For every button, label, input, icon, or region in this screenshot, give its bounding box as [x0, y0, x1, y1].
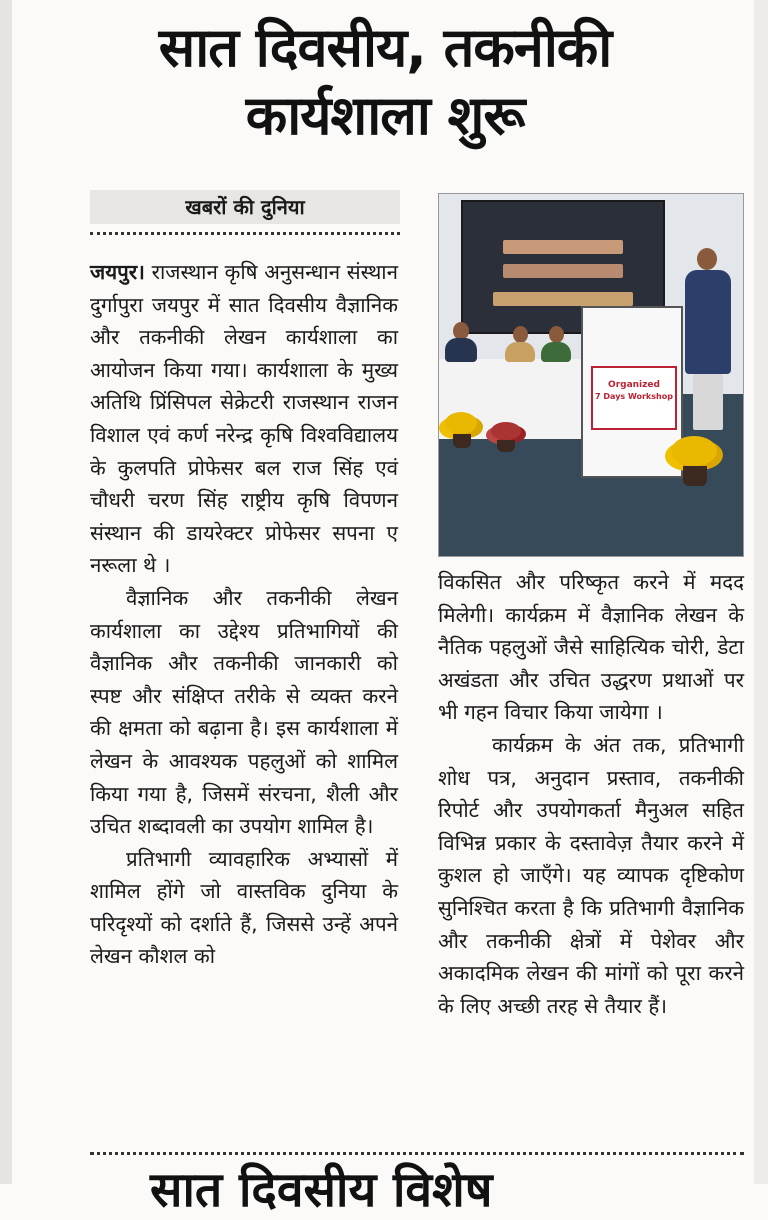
section-tag: खबरों की दुनिया — [90, 190, 400, 224]
right-paragraph-1: विकसित और परिष्कृत करने में मदद मिलेगी। कार्यक्रम में वैज्ञानिक लेखन के नैतिक पहलुओं जैसे साहित्यिक चोरी, डेटा अखंडता और उचित उद्धरण प्रथाओं पर भी गहन विचार किया जायेगा । — [438, 570, 744, 725]
left-paragraph-1-body: राजस्थान कृषि अनुसन्धान संस्थान दुर्गापुरा जयपुर में सात दिवसीय वैज्ञानिक और तकनीकी लेखन कार्यशाला का आयोजन किया गया। कार्यशाला के मुख्य अतिथि प्रिंसिपल सेक्रेटरी राजस्थान राजन विशाल एवं कर्ण नरेन्द्र कृषि विश्वविद्यालय के कुलपति प्रोफेसर बल राज सिंह एवं चौधरी चरण सिंह राष्ट्रीय कृषि विपणन संस्थान की डायरेक्टर प्रोफेसर सपना ए नरूला थे । — [90, 260, 398, 578]
left-paragraph-1 — [90, 256, 398, 582]
bottom-divider-dots — [90, 1152, 744, 1155]
right-column — [438, 566, 744, 1022]
podium-sign-line-1: Organized — [608, 380, 660, 390]
dateline: जयपुर। — [90, 260, 145, 284]
left-column — [90, 256, 398, 973]
headline-line-2: कार्यशाला शुरू — [245, 84, 525, 147]
podium-sign — [591, 366, 677, 430]
headline-line-1: सात दिवसीय, तकनीकी — [158, 16, 612, 79]
event-photo — [438, 193, 744, 557]
page-left-edge — [0, 0, 12, 1184]
right-paragraph-2: कार्यक्रम के अंत तक, प्रतिभागी शोध पत्र, अनुदान प्रस्ताव, तकनीकी रिपोर्ट और उपयोगकर्ता मैनुअल सहित विभिन्न प्रकार के दस्तावेज़ तैयार करने में कुशल हो जाएँगे। यह व्यापक दृष्टिकोण सुनिश्चित करता है कि प्रतिभागी वैज्ञानिक और तकनीकी क्षेत्रों में पेशेवर और अकादमिक लेखन की मांगों को पूरा करने के लिए अच्छी तरह से तैयार हैं। — [438, 732, 744, 1018]
left-paragraph-2: वैज्ञानिक और तकनीकी लेखन कार्यशाला का उद्देश्य प्रतिभागियों की वैज्ञानिक और तकनीकी जानकारी को स्पष्ट और संक्षिप्त तरीके से व्यक्त करने की क्षमता को बढ़ाना है। इस कार्यशाला में लेखन के आवश्यक पहलुओं को शामिल किया गया है, जिसमें संरचना, शैली और उचित शब्दावली का उपयोग शामिल है। — [90, 585, 398, 839]
photo-podium — [581, 306, 683, 478]
next-headline-peek: सात दिवसीय विशेष — [150, 1162, 493, 1218]
headline — [20, 14, 750, 150]
section-divider-dots — [90, 232, 400, 235]
page-right-edge — [754, 0, 768, 1184]
podium-sign-line-2: 7 Days Workshop — [595, 392, 673, 401]
left-paragraph-3: प्रतिभागी व्यावहारिक अभ्यासों में शामिल होंगे जो वास्तविक दुनिया के परिदृश्यों को दर्शाते हैं, जिससे उन्हें अपने लेखन कौशल को — [90, 846, 398, 969]
